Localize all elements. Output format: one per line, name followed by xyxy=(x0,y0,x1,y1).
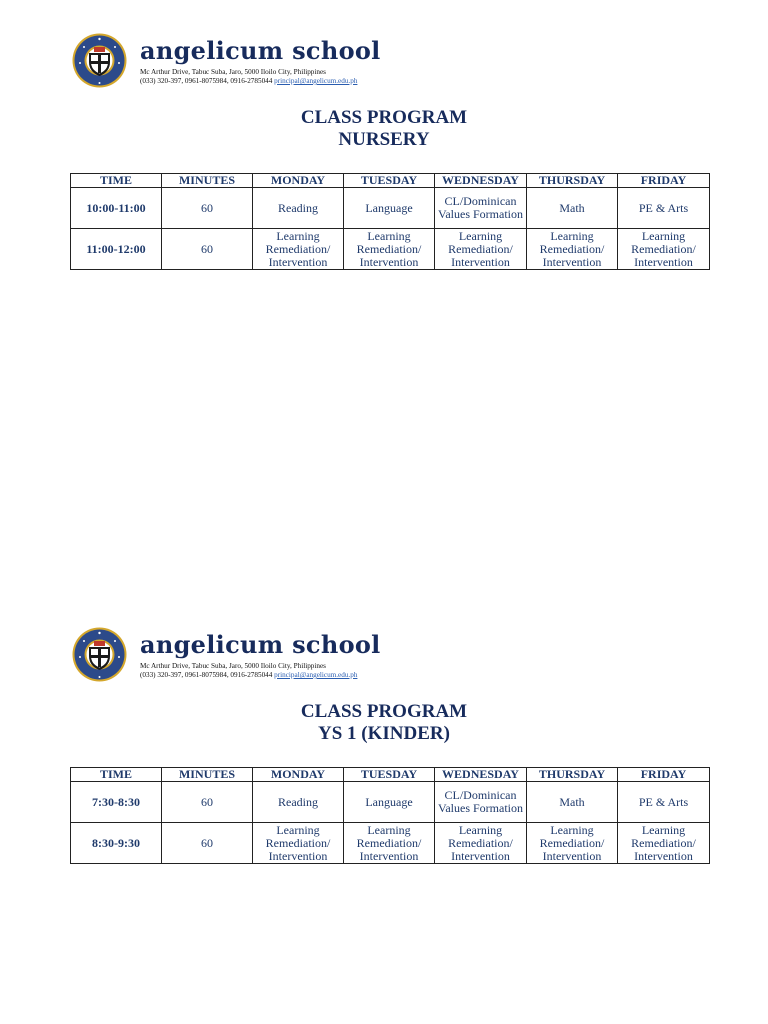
cell-time: 11:00-12:00 xyxy=(71,229,162,270)
cell-thursday: Learning Remediation/ Intervention xyxy=(527,823,618,864)
header-thursday: THURSDAY xyxy=(527,768,618,782)
table-header-row xyxy=(71,768,710,782)
email-link[interactable]: principal@angelicum.edu.ph xyxy=(274,77,358,85)
header-time: TIME xyxy=(71,174,162,188)
school-phones: (033) 320-397, 0961-8075984, 0916-2785044 xyxy=(140,77,273,85)
cell-monday: Reading xyxy=(253,188,344,229)
table-row xyxy=(71,188,710,229)
school-contact xyxy=(140,77,357,85)
header-wednesday: WEDNESDAY xyxy=(435,174,527,188)
cell-thursday: Math xyxy=(527,188,618,229)
cell-monday: Reading xyxy=(253,782,344,823)
cell-minutes: 60 xyxy=(162,823,253,864)
header-minutes: MINUTES xyxy=(162,174,253,188)
header-time: TIME xyxy=(71,768,162,782)
program-subtitle: YS 1 (KINDER) xyxy=(318,723,450,744)
school-name: angelicum school xyxy=(140,630,381,659)
cell-wednesday: Learning Remediation/ Intervention xyxy=(435,823,527,864)
cell-monday: Learning Remediation/ Intervention xyxy=(253,823,344,864)
table-row xyxy=(71,229,710,270)
cell-tuesday: Language xyxy=(344,782,435,823)
program-title: CLASS PROGRAM xyxy=(300,701,468,722)
cell-thursday: Learning Remediation/ Intervention xyxy=(527,229,618,270)
cell-monday: Learning Remediation/ Intervention xyxy=(253,229,344,270)
table-row xyxy=(71,823,710,864)
header-monday: MONDAY xyxy=(253,174,344,188)
header-tuesday: TUESDAY xyxy=(344,174,435,188)
program-title: CLASS PROGRAM xyxy=(300,107,468,128)
cell-thursday: Math xyxy=(527,782,618,823)
cell-wednesday: CL/Dominican Values Formation xyxy=(435,188,527,229)
cell-friday: PE & Arts xyxy=(618,188,710,229)
cell-time: 7:30-8:30 xyxy=(71,782,162,823)
header-friday: FRIDAY xyxy=(618,768,710,782)
school-seal-icon xyxy=(72,627,127,682)
program-subtitle: NURSERY xyxy=(338,129,430,150)
header-monday: MONDAY xyxy=(253,768,344,782)
cell-tuesday: Learning Remediation/ Intervention xyxy=(344,823,435,864)
cell-minutes: 60 xyxy=(162,782,253,823)
cell-friday: PE & Arts xyxy=(618,782,710,823)
cell-time: 10:00-11:00 xyxy=(71,188,162,229)
cell-tuesday: Learning Remediation/ Intervention xyxy=(344,229,435,270)
header-thursday: THURSDAY xyxy=(527,174,618,188)
cell-wednesday: CL/Dominican Values Formation xyxy=(435,782,527,823)
school-name: angelicum school xyxy=(140,36,381,65)
header-minutes: MINUTES xyxy=(162,768,253,782)
header-wednesday: WEDNESDAY xyxy=(435,768,527,782)
school-address: Mc Arthur Drive, Tabuc Suba, Jaro, 5000 Iloilo City, Philippines xyxy=(140,662,326,670)
cell-minutes: 60 xyxy=(162,188,253,229)
schedule-table xyxy=(70,767,710,864)
cell-friday: Learning Remediation/ Intervention xyxy=(618,229,710,270)
cell-friday: Learning Remediation/ Intervention xyxy=(618,823,710,864)
school-contact xyxy=(140,671,357,679)
schedule-table xyxy=(70,173,710,270)
header-friday: FRIDAY xyxy=(618,174,710,188)
header-tuesday: TUESDAY xyxy=(344,768,435,782)
school-phones: (033) 320-397, 0961-8075984, 0916-2785044 xyxy=(140,671,273,679)
school-address: Mc Arthur Drive, Tabuc Suba, Jaro, 5000 Iloilo City, Philippines xyxy=(140,68,326,76)
cell-wednesday: Learning Remediation/ Intervention xyxy=(435,229,527,270)
cell-minutes: 60 xyxy=(162,229,253,270)
table-row xyxy=(71,782,710,823)
email-link[interactable]: principal@angelicum.edu.ph xyxy=(274,671,358,679)
cell-time: 8:30-9:30 xyxy=(71,823,162,864)
school-seal-icon xyxy=(72,33,127,88)
table-header-row xyxy=(71,174,710,188)
cell-tuesday: Language xyxy=(344,188,435,229)
